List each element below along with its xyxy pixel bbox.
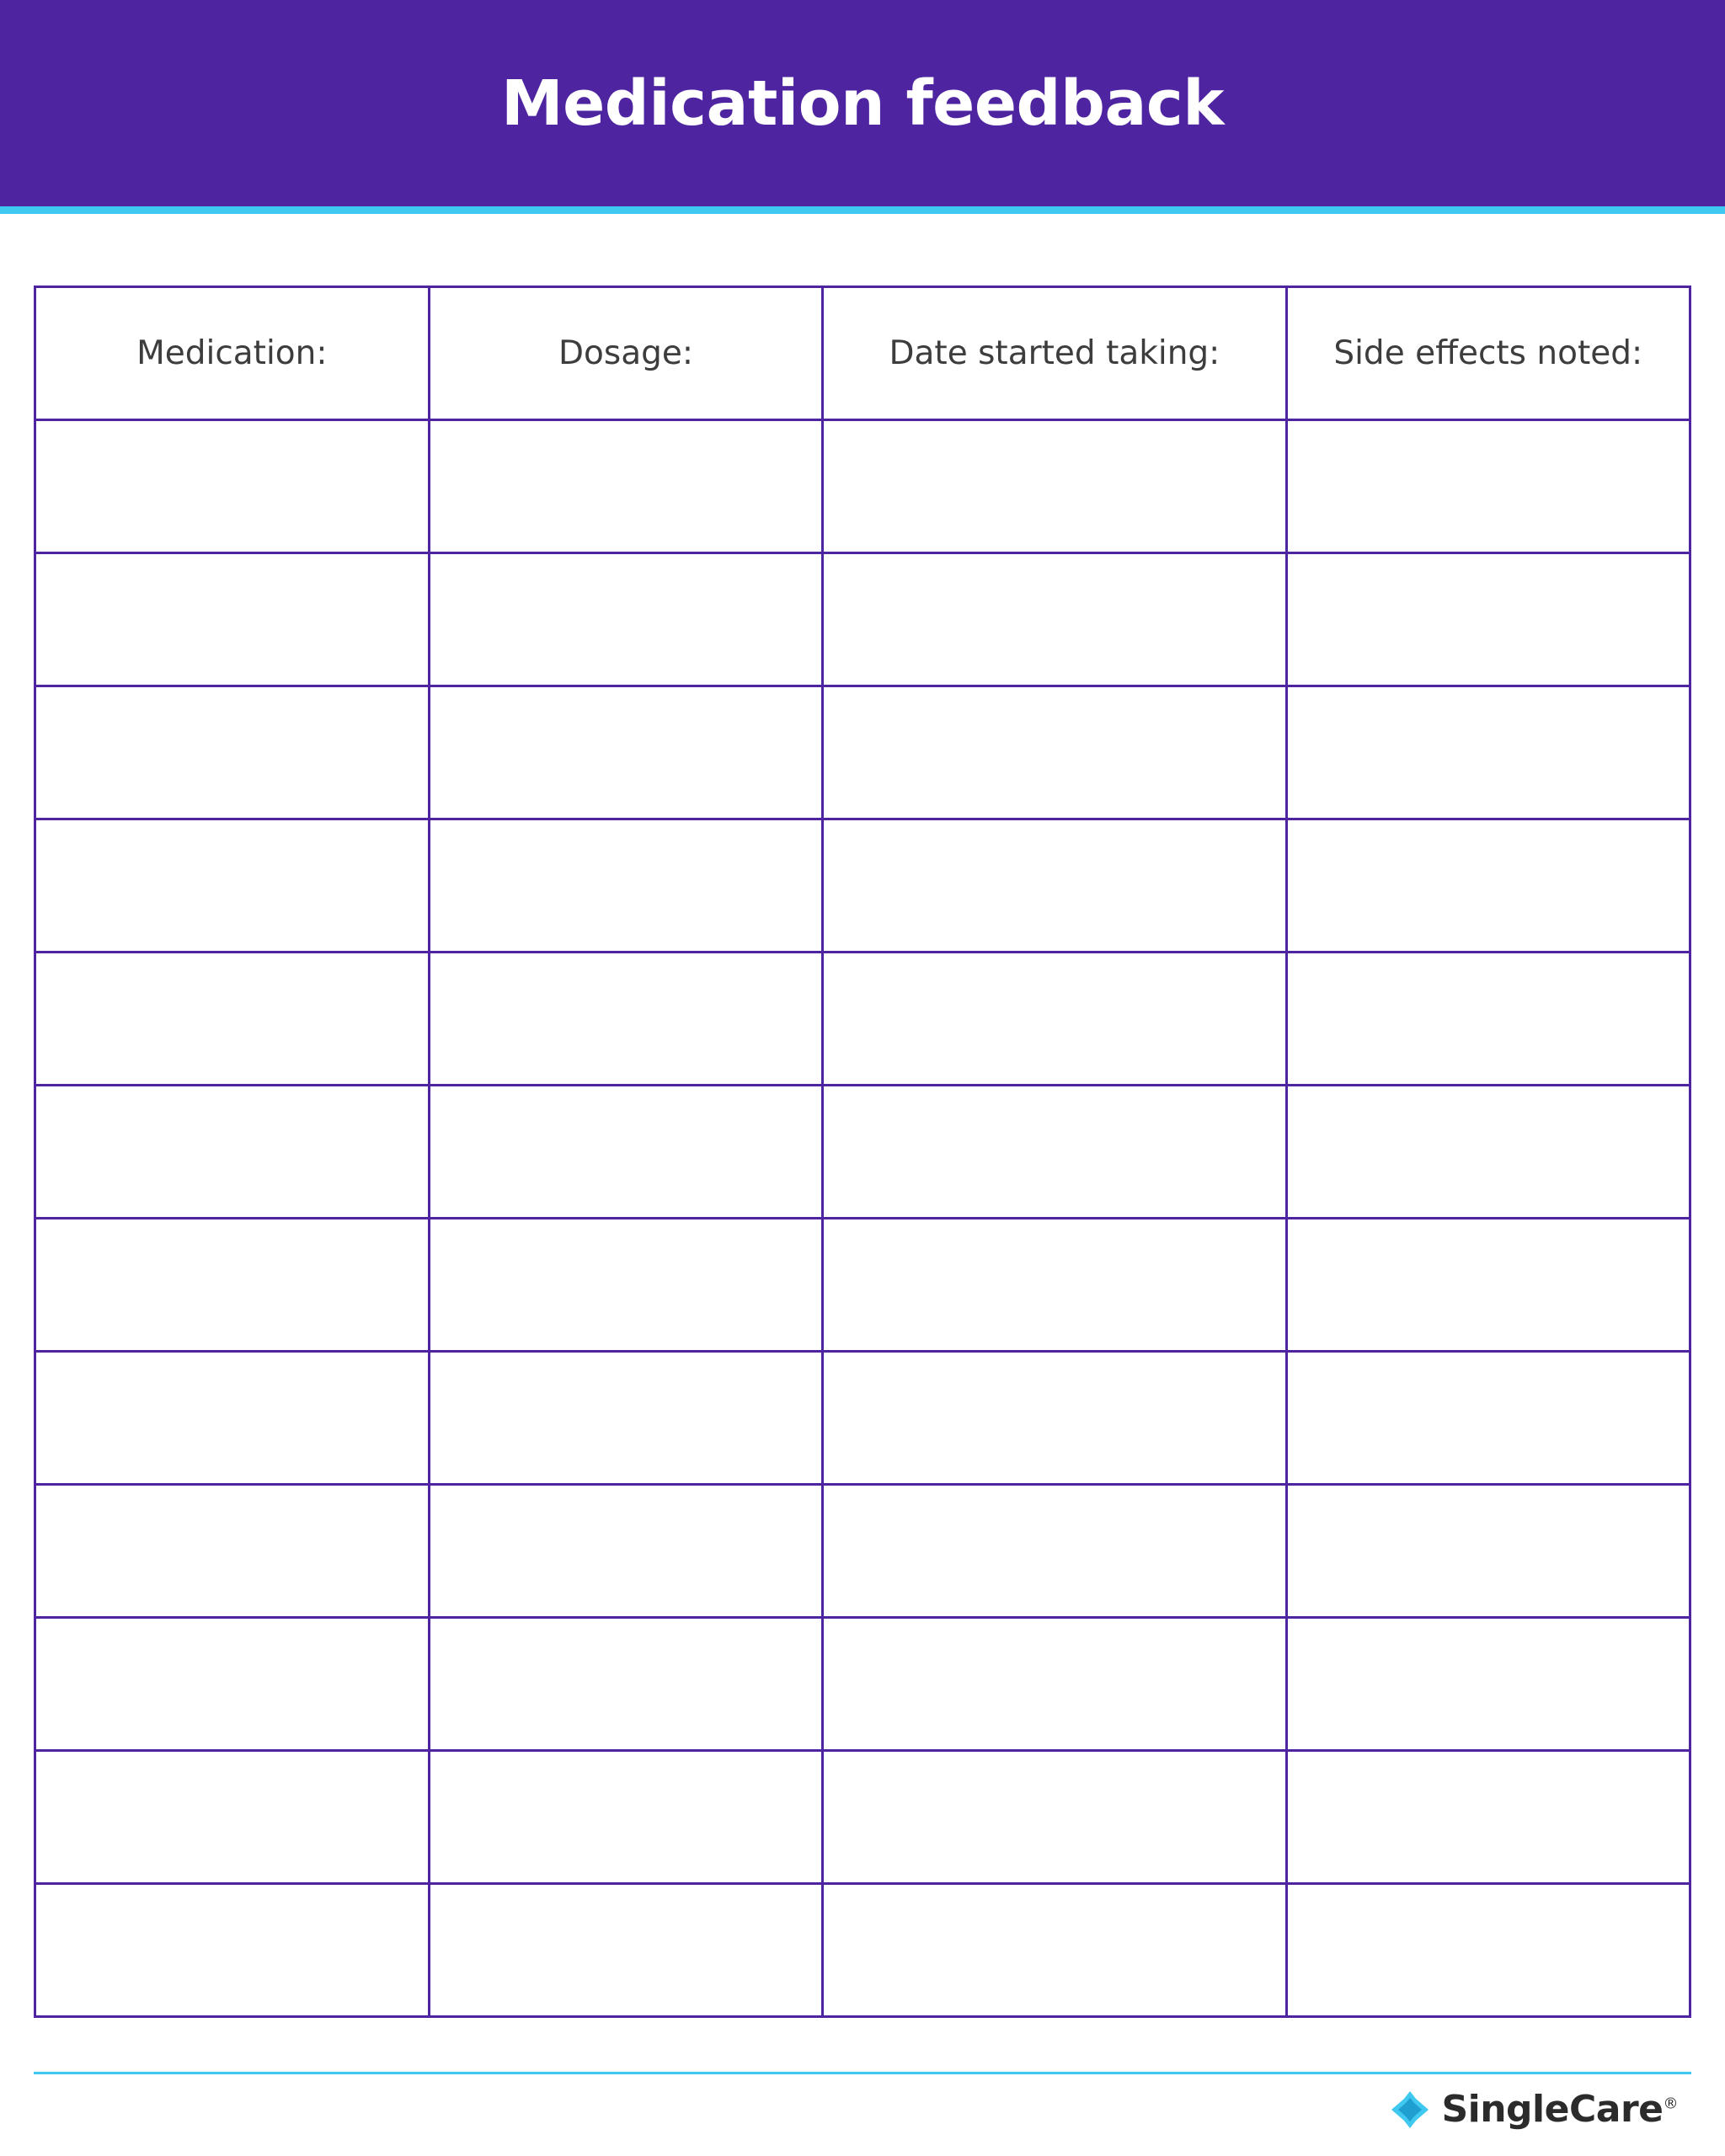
cell-side-effects[interactable] xyxy=(1286,819,1690,953)
singlecare-cross-icon xyxy=(1391,2090,1429,2129)
logo-text-label: SingleCare xyxy=(1441,2088,1664,2131)
cell-side-effects[interactable] xyxy=(1286,420,1690,553)
cell-dosage[interactable] xyxy=(429,1618,823,1751)
logo-trademark: ® xyxy=(1663,2095,1678,2113)
cell-medication[interactable] xyxy=(35,686,430,819)
cell-dosage[interactable] xyxy=(429,1086,823,1219)
table-row xyxy=(35,1751,1690,1884)
cell-side-effects[interactable] xyxy=(1286,1618,1690,1751)
cell-medication[interactable] xyxy=(35,1219,430,1352)
page-header xyxy=(0,0,1725,206)
table-row xyxy=(35,1219,1690,1352)
cell-dosage[interactable] xyxy=(429,420,823,553)
cell-medication[interactable] xyxy=(35,553,430,686)
cell-side-effects[interactable] xyxy=(1286,686,1690,819)
cell-side-effects[interactable] xyxy=(1286,1884,1690,2017)
cell-date-started[interactable] xyxy=(823,1352,1286,1485)
header-accent-bar xyxy=(0,206,1725,214)
cell-date-started[interactable] xyxy=(823,420,1286,553)
cell-medication[interactable] xyxy=(35,1884,430,2017)
cell-date-started[interactable] xyxy=(823,1751,1286,1884)
cell-side-effects[interactable] xyxy=(1286,1086,1690,1219)
column-header-dosage: Dosage: xyxy=(429,287,823,420)
cell-dosage[interactable] xyxy=(429,686,823,819)
cell-dosage[interactable] xyxy=(429,1751,823,1884)
cell-medication[interactable] xyxy=(35,1485,430,1618)
cell-date-started[interactable] xyxy=(823,819,1286,953)
table-row xyxy=(35,1485,1690,1618)
cell-date-started[interactable] xyxy=(823,1618,1286,1751)
cell-date-started[interactable] xyxy=(823,1485,1286,1618)
cell-date-started[interactable] xyxy=(823,1884,1286,2017)
table-body xyxy=(35,420,1690,2017)
cell-date-started[interactable] xyxy=(823,1219,1286,1352)
cell-medication[interactable] xyxy=(35,953,430,1086)
medication-table xyxy=(34,286,1691,2018)
table-header-row xyxy=(35,287,1690,420)
table-row xyxy=(35,1086,1690,1219)
cell-side-effects[interactable] xyxy=(1286,553,1690,686)
cell-dosage[interactable] xyxy=(429,1352,823,1485)
table-row xyxy=(35,1618,1690,1751)
form-sheet xyxy=(0,214,1725,2018)
table-row xyxy=(35,686,1690,819)
cell-medication[interactable] xyxy=(35,420,430,553)
cell-side-effects[interactable] xyxy=(1286,1352,1690,1485)
singlecare-logo xyxy=(1391,2088,1678,2131)
page-title: Medication feedback xyxy=(500,67,1224,140)
cell-medication[interactable] xyxy=(35,1618,430,1751)
cell-medication[interactable] xyxy=(35,1751,430,1884)
cell-dosage[interactable] xyxy=(429,553,823,686)
table-row xyxy=(35,553,1690,686)
cell-date-started[interactable] xyxy=(823,553,1286,686)
table-row xyxy=(35,953,1690,1086)
cell-dosage[interactable] xyxy=(429,1219,823,1352)
cell-side-effects[interactable] xyxy=(1286,953,1690,1086)
table-row xyxy=(35,1884,1690,2017)
cell-dosage[interactable] xyxy=(429,1485,823,1618)
cell-date-started[interactable] xyxy=(823,1086,1286,1219)
cell-side-effects[interactable] xyxy=(1286,1485,1690,1618)
cell-date-started[interactable] xyxy=(823,686,1286,819)
singlecare-wordmark xyxy=(1441,2088,1678,2131)
table-row xyxy=(35,420,1690,553)
cell-date-started[interactable] xyxy=(823,953,1286,1086)
page-footer xyxy=(0,2072,1725,2156)
table-row xyxy=(35,1352,1690,1485)
cell-medication[interactable] xyxy=(35,1086,430,1219)
column-header-date-started: Date started taking: xyxy=(823,287,1286,420)
column-header-medication: Medication: xyxy=(35,287,430,420)
cell-medication[interactable] xyxy=(35,1352,430,1485)
cell-dosage[interactable] xyxy=(429,1884,823,2017)
cell-dosage[interactable] xyxy=(429,953,823,1086)
cell-side-effects[interactable] xyxy=(1286,1751,1690,1884)
column-header-side-effects: Side effects noted: xyxy=(1286,287,1690,420)
cell-medication[interactable] xyxy=(35,819,430,953)
cell-side-effects[interactable] xyxy=(1286,1219,1690,1352)
table-row xyxy=(35,819,1690,953)
cell-dosage[interactable] xyxy=(429,819,823,953)
